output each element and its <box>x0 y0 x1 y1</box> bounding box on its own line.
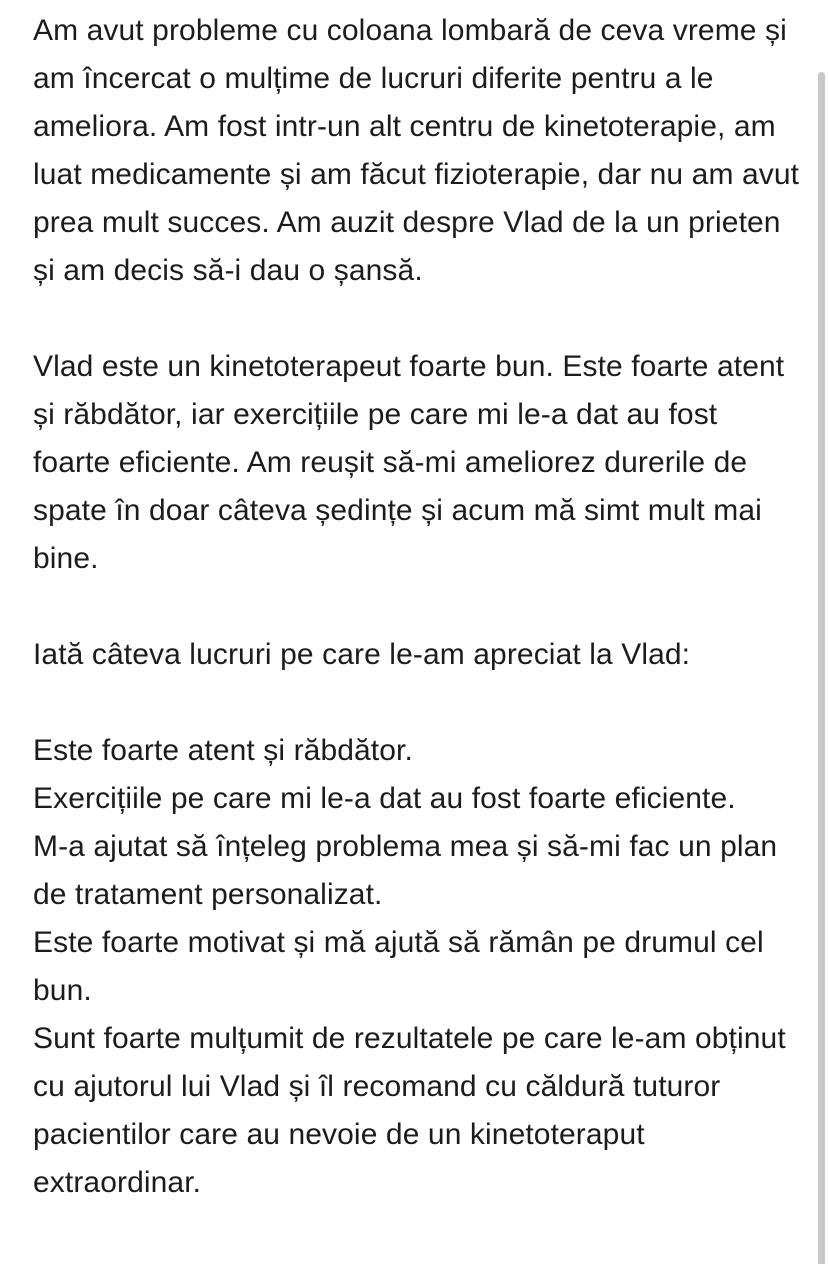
scrollbar[interactable] <box>814 0 828 1264</box>
list-item: M-a ajutat să înțeleg problema mea și să-mi fac un plan de tratament personalizat. <box>33 830 778 911</box>
paragraph-spacer <box>33 679 801 727</box>
paragraph-list-intro: Iată câteva lucruri pe care le-am apreciat la Vlad: <box>33 638 691 671</box>
list-item: Este foarte motivat și mă ajută să rămân pe drumul cel bun. <box>33 926 764 1007</box>
scrollbar-thumb[interactable] <box>818 72 825 1264</box>
paragraph-spacer <box>33 583 801 631</box>
list-item: Exercițiile pe care mi le-a dat au fost foarte eficiente. <box>33 782 736 815</box>
paragraph-spacer <box>33 295 801 343</box>
review-text <box>33 7 801 1207</box>
paragraph-assessment: Vlad este un kinetoterapeut foarte bun. Este foarte atent și răbdător, iar exercițiile pe care mi le-a dat au fost foarte eficiente. Am reușit să-mi ameliorez durerile de spate în doar câteva ședințe și acum mă simt mult mai bine. <box>33 350 785 575</box>
list-item: Sunt foarte mulțumit de rezultatele pe care le-am obținut cu ajutorul lui Vlad și îl recomand cu căldură tuturor pacientilor care au nevoie de un kinetoteraput extraordinar. <box>33 1022 786 1199</box>
paragraph-intro: Am avut probleme cu coloana lombară de ceva vreme și am încercat o mulțime de lucruri diferite pentru a le ameliora. Am fost intr-un alt centru de kinetoterapie, am luat medicamente și am făcut fizioterapie, dar nu am avut prea mult succes. Am auzit despre Vlad de la un prieten și am decis să-i dau o șansă. <box>33 14 800 287</box>
list-item: Este foarte atent și răbdător. <box>33 734 413 767</box>
